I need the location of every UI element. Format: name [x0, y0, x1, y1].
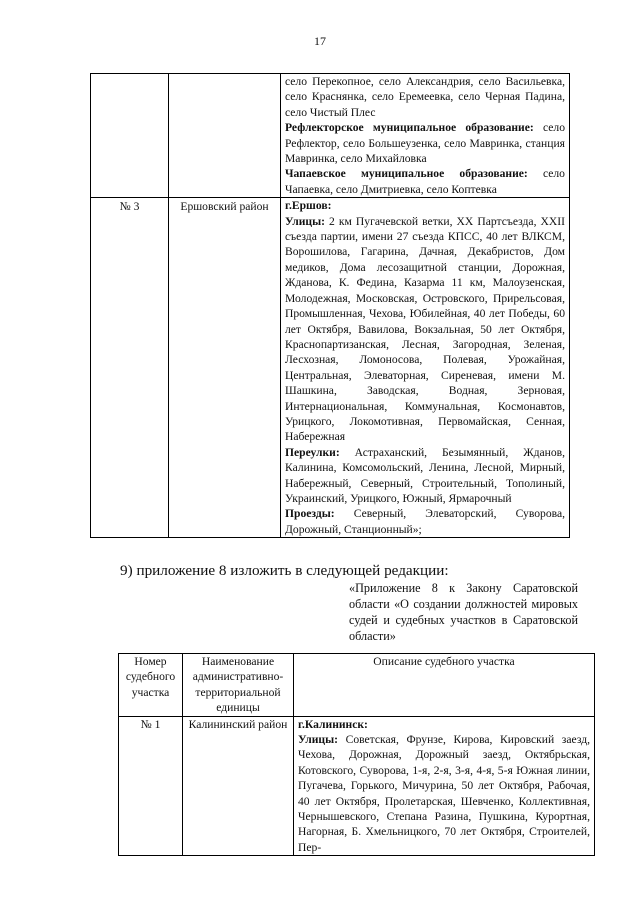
description-block	[285, 214, 565, 445]
block-heading: Чапаевское муниципальное образование:	[285, 167, 528, 181]
block-text: 2 км Пугачевской ветки, XX Партсъезда, XXII съезда партии, имени 27 съезда КПСС, 40 лет ВЛКСМ, Ворошилова, Гагарина, Дачная, Декабристов, Дом медиков, Дома лесозащитной станции, Дорожная, Жданова, К. Федина, Казарма 11 км, Малоузенская, Молодежная, Московская, Островского, Прирельсовая, Промышленная, Чехова, Юбилейная, 40 лет Победы, 60 лет Октября, Вавилова, Вокзальная, 50 лет Октября, Краснопартизанская, Лесная, Загородная, Зеленая, Лесхозная, Ломоносова, Полевая, Урожайная, Центральная, Элеваторная, Сиреневая, имени М. Шашкина, Заводская, Водная, Зерновая, Интернациональная, Коммунальная, Космонавтов, Урицкого, Локомотивная, Первомайская, Сенная, Набережная	[285, 214, 565, 444]
header-territorial-unit: Наименование административно-территориальной единицы	[183, 654, 294, 717]
table-row	[119, 716, 595, 856]
description-cell	[281, 198, 570, 538]
block-heading: Рефлекторское муниципальное образование:	[285, 121, 534, 135]
block-heading: Переулки:	[285, 445, 340, 459]
districts-table-continuation	[90, 73, 570, 538]
page-number: 17	[314, 34, 326, 48]
court-number-cell: № 3	[91, 198, 169, 538]
table-row	[91, 198, 570, 538]
appendix-quote: «Приложение 8 к Закону Саратовской области «О создании должностей мировых судей и судебных участков в Саратовской области»	[349, 581, 578, 643]
description-block	[285, 198, 565, 213]
header-court-number: Номер судебного участка	[119, 654, 183, 717]
court-number-cell	[91, 74, 169, 198]
district-cell	[169, 74, 281, 198]
block-heading: Улицы:	[285, 214, 325, 228]
district-cell: Ершовский район	[169, 198, 281, 538]
description-cell	[294, 716, 595, 856]
block-heading: Проезды:	[285, 507, 335, 521]
description-cell	[281, 74, 570, 198]
court-number-cell: № 1	[119, 716, 183, 856]
block-text: село Чапаевка, село Дмитриевка, село Коптевка	[285, 167, 565, 196]
description-block	[285, 506, 565, 537]
description-block	[298, 717, 590, 732]
block-text: Астраханский, Безымянный, Жданов, Калинина, Комсомольский, Ленина, Лесной, Мирный, Набережный, Северный, Строительный, Тополиный, Украинский, Урицкого, Южный, Ярмарочный	[285, 445, 565, 505]
header-description: Описание судебного участка	[294, 654, 595, 717]
block-text: Советская, Фрунзе, Кирова, Кировский заезд, Чехова, Дорожная, Дорожный заезд, Октябрьская, Котовского, Суворова, 1-я, 2-я, 3-я, 4-я, 5-я Южная линии, Пугачева, Горького, Мичурина, 50 лет Октября, Рабочая, 40 лет Октября, Пролетарская, Шевченко, Коллективная, Чернышевского, Степана Разина, Пушкина, Курортная, Нагорная, Б. Хмельницкого, 70 лет Октября, Строителей, Пер-	[298, 733, 590, 854]
block-heading: г.Калининск:	[298, 717, 368, 731]
district-cell: Калининский район	[183, 716, 294, 856]
description-block	[285, 74, 565, 120]
court-districts-table	[118, 653, 595, 856]
section-heading: 9) приложение 8 изложить в следующей редакции:	[120, 562, 449, 579]
block-text: село Перекопное, село Александрия, село Васильевка, село Краснянка, село Еремеевка, село Черная Падина, село Чистый Плес	[285, 75, 565, 119]
block-text: село Рефлектор, село Большеузенка, село Мавринка, станция Мавринка, село Михайловка	[285, 121, 565, 166]
description-block	[285, 166, 565, 197]
description-block	[285, 445, 565, 507]
table-row	[91, 74, 570, 198]
table-header-row	[119, 654, 595, 717]
block-heading: Улицы:	[298, 733, 338, 747]
description-block	[285, 120, 565, 166]
block-text: Северный, Элеваторский, Суворова, Дорожный, Станционный»;	[285, 507, 565, 536]
description-block	[298, 732, 590, 855]
block-heading: г.Ершов:	[285, 199, 332, 213]
